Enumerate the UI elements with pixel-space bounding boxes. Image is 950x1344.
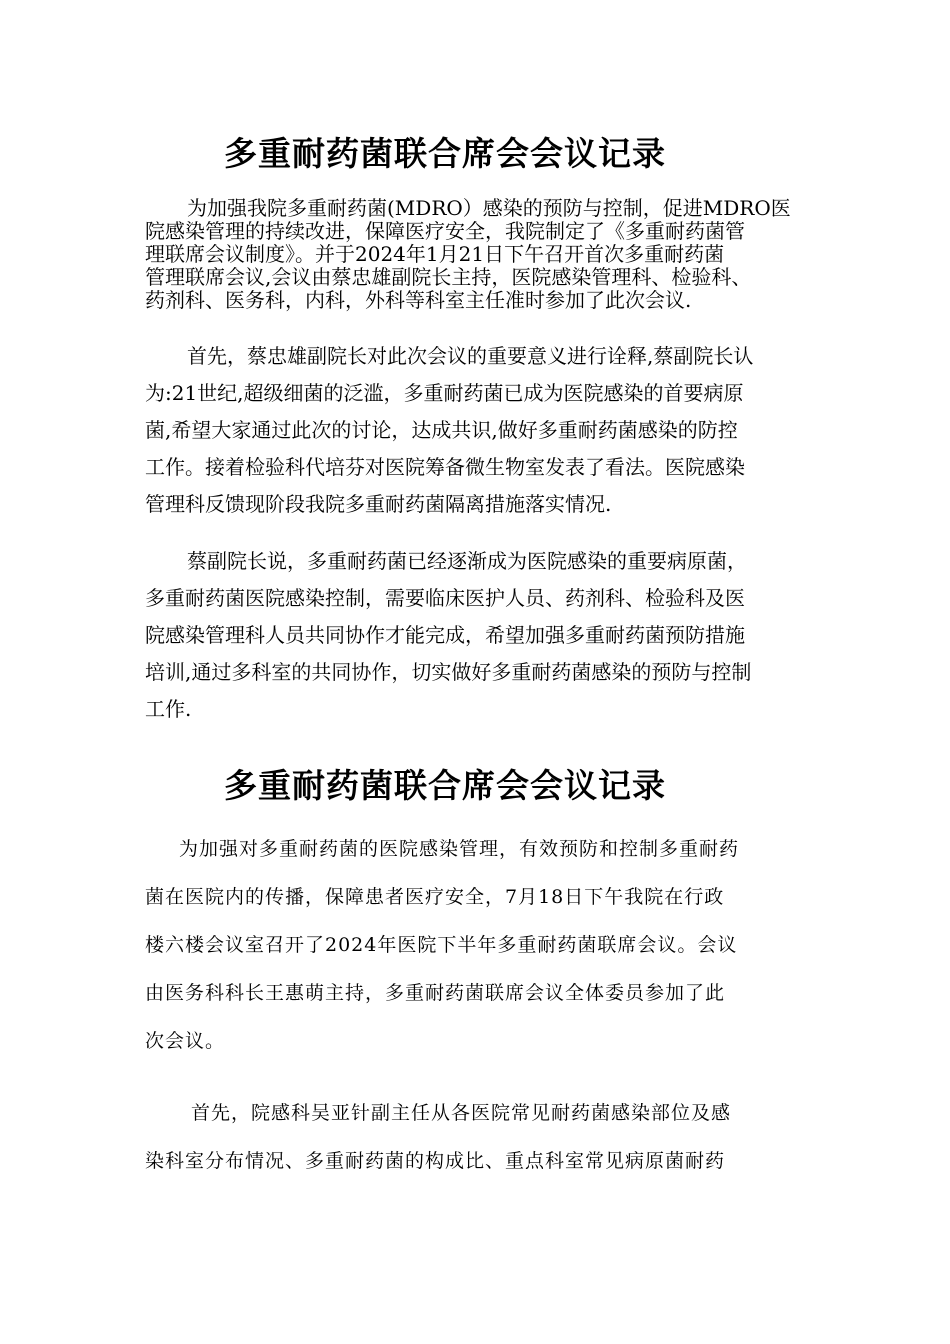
section-1-title: 多重耐药菌联合席会会议记录 [224, 134, 666, 173]
paragraph-line: 由医务科科长王惠萌主持，多重耐药菌联席会议全体委员参加了此 [145, 982, 726, 1004]
section-2-paragraph-2 [145, 1089, 805, 1185]
paragraph-line: 药剂科、医务科，内科，外科等科室主任准时参加了此次会议. [145, 288, 692, 312]
paragraph-line: 为加强对多重耐药菌的医院感染管理，有效预防和控制多重耐药 [179, 838, 740, 860]
section-2-paragraph-1 [145, 825, 805, 1065]
paragraph-line: 培训,通过多科室的共同协作，切实做好多重耐药菌感染的预防与控制 [145, 660, 752, 684]
paragraph-line: 管理联席会议,会议由蔡忠雄副院长主持，医院感染管理科、检验科、 [145, 265, 752, 289]
paragraph-line: 菌,希望大家通过此次的讨论，达成共识,做好多重耐药菌感染的防控 [145, 418, 738, 442]
section-2-title: 多重耐药菌联合席会会议记录 [224, 766, 666, 805]
paragraph-line: 多重耐药菌医院感染控制，需要临床医护人员、药剂科、检验科及医 [145, 586, 745, 610]
paragraph-line: 染科室分布情况、多重耐药菌的构成比、重点科室常见病原菌耐药 [145, 1150, 726, 1172]
paragraph-line: 菌在医院内的传播，保障患者医疗安全，7月18日下午我院在行政 [145, 886, 725, 908]
paragraph-line: 为加强我院多重耐药菌(MDRO）感染的预防与控制，促进MDRO医 [187, 196, 791, 220]
section-1-paragraph-3 [145, 543, 805, 728]
paragraph-line: 工作. [145, 697, 192, 721]
paragraph-line: 蔡副院长说，多重耐药菌已经逐渐成为医院感染的重要病原菌， [187, 549, 747, 573]
section-1-paragraph-2 [145, 338, 805, 523]
paragraph-line: 楼六楼会议室召开了2024年医院下半年多重耐药菌联席会议。会议 [145, 934, 738, 956]
paragraph-line: 院感染管理科人员共同协作才能完成，希望加强多重耐药菌预防措施 [145, 623, 745, 647]
paragraph-line: 为:21世纪,超级细菌的泛滥，多重耐药菌已成为医院感染的首要病原 [145, 381, 744, 405]
paragraph-line: 次会议。 [145, 1030, 226, 1052]
paragraph-line: 理联席会议制度》。并于2024年1月21日下午召开首次多重耐药菌 [145, 242, 725, 266]
paragraph-line: 首先，蔡忠雄副院长对此次会议的重要意义进行诠释,蔡副院长认 [187, 344, 754, 368]
section-1-paragraph-1 [145, 197, 805, 312]
paragraph-line: 工作。接着检验科代培芬对医院筹备微生物室发表了看法。医院感染 [145, 455, 745, 479]
paragraph-line: 管理科反馈现阶段我院多重耐药菌隔离措施落实情况. [145, 492, 612, 516]
paragraph-line: 院感染管理的持续改进，保障医疗安全，我院制定了《多重耐药菌管 [145, 219, 745, 243]
paragraph-line: 首先，院感科吴亚针副主任从各医院常见耐药菌感染部位及感 [191, 1102, 732, 1124]
